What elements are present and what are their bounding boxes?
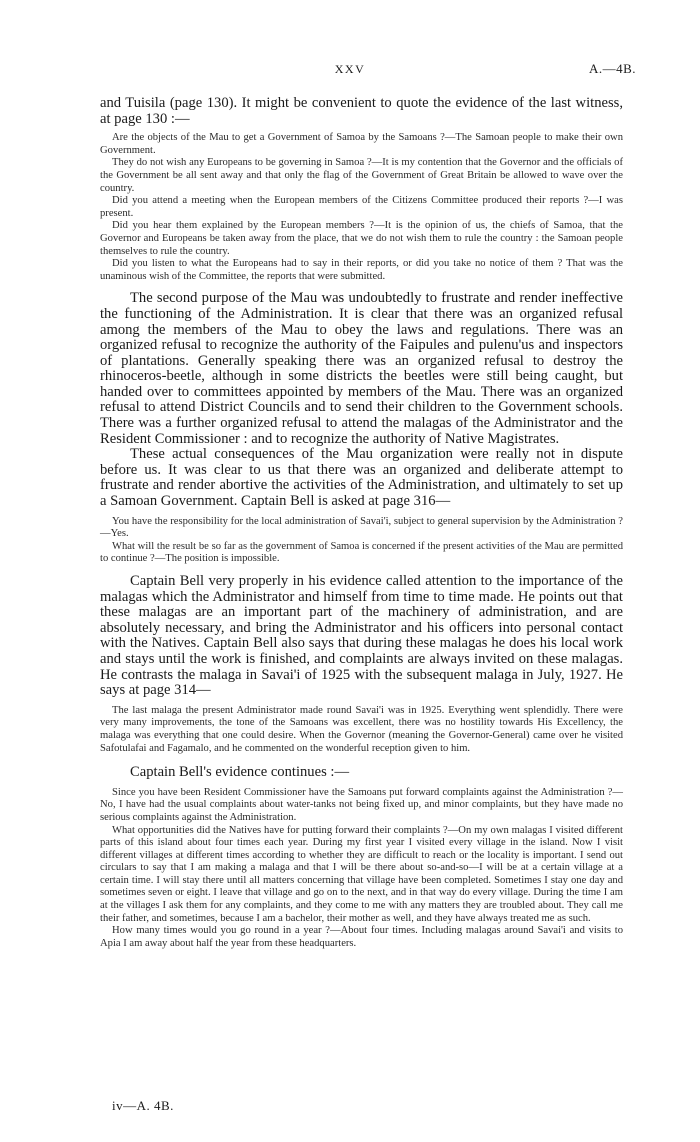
quote-q3: Did you attend a meeting when the European members of the Citizens Committee produced their reports ?—I was present. (100, 195, 623, 219)
paragraph-intro: and Tuisila (page 130). It might be convenient to quote the evidence of the last witness, at page 130 :— (100, 95, 623, 127)
paragraph-consequences: These actual consequences of the Mau organization were really not in dispute before us. It was clear to us that there was an organized and deliberate attempt to frustrate and render abortive the activities of the Administration, and ultimately to set up a Samoan Government. Captain Bell is asked at page 316— (100, 446, 623, 510)
paragraph-evidence-continues: Captain Bell's evidence continues :— (130, 764, 350, 781)
body-text (100, 96, 623, 950)
signature-mark: iv—A. 4B. (112, 1098, 174, 1113)
quote-malaga-1925: The last malaga the present Administrator made round Savai'i was in 1925. Everything went splendidly. There were very many improvements, the tone of the Samoans was excellent, there was no hostility towards His Excellency, the malaga was everything that one could desire. When the Governor (meaning the Governor-General) came over he visited Safotulafai and Fagamalo, and he commented on the wonderful reception given to him. (100, 704, 623, 754)
quote-q1: Are the objects of the Mau to get a Government of Samoa by the Samoans ?—The Samoan people to make their own Government. (100, 132, 623, 156)
page-number: XXV (334, 62, 366, 76)
quote-how-many: How many times would you go round in a year ?—About four times. Including malagas around Savai'i and visits to Apia I am away about half the year from these headquarters. (100, 925, 623, 949)
quote-q5: Did you listen to what the Europeans had to say in their reports, or did you take no notice of them ? That was the unaminous wish of the Committee, the reports that were submitted. (100, 258, 623, 282)
paragraph-malagas: Captain Bell very properly in his evidence called attention to the importance of the malagas which the Administrator and himself from time to time made. He points out that these malagas are an important part of the machinery of administration, and are absolutely necessary, and bring the Administrator and his officers into personal contact with the Natives. Captain Bell also says that during these malagas he does his local work and stays until the work is finished, and complaints are always invited on these malagas. He contrasts the malaga in Savai'i of 1925 with the subsequent malaga in July, 1927. He says at page 314— (100, 573, 623, 699)
quote-opportunities: What opportunities did the Natives have for putting forward their complaints ?—On my own malagas I visited different parts of this island about four times each year. During my first year I visited every village in the island. Now I visit different villages at different times according to whether they are difficult to reach or the locality is important. I send out circulars to say that I am making a malaga and that I will be there about so-and-so—I will be at a certain village at a certain time. I will stay there until all matters concerning that village have been completed. Sometimes I stay one day and sometimes seven or eight. I leave that village and go on to the next, and in that way do every village. During the time I am at the villages I ask them for any complaints, and they come to me with any matters they are troubled about. They call me their father, and sometimes, because I am a bachelor, their mother as well, and they have always treated me as such. (100, 824, 623, 924)
quote-bell-2: What will the result be so far as the government of Samoa is concerned if the present activities of the Mau are permitted to continue ?—The position is impossible. (100, 540, 623, 565)
quote-q4: Did you hear them explained by the European members ?—It is the opinion of us, the chiefs of Samoa, that the Governor and Europeans be taken away from the place, that we do not wish them to rule the country : the Samoan people themselves to rule the country. (100, 220, 623, 257)
quote-complaints: Since you have been Resident Commissioner have the Samoans put forward complaints against the Administration ?—No, I have had the usual complaints about water-tanks not being fixed up, and minor complaints, but they have made no serious complaints against the Administration. (100, 786, 623, 823)
paragraph-second-purpose: The second purpose of the Mau was undoubtedly to frustrate and render ineffective the functioning of the Administration. It is clear that there was an organized refusal among the members of the Mau to obey the laws and regulations. There was an organized refusal to recognize the authority of the Faipules and pulenu'us and inspectors of plantations. Generally speaking there was an organized refusal to destroy the rhinoceros-beetle, although in some districts the beetles were still being caught, but handed over to committees appointed by members of the Mau. There was an organized refusal to attend District Councils and to send their children to the Government schools. There was a further organized refusal to attend the malagas of the Administrator and the Resident Commissioner : and to recognize the authority of Native Magistrates. (100, 290, 623, 447)
document-code: A.—4B. (588, 61, 636, 76)
quote-q2: They do not wish any Europeans to be governing in Samoa ?—It is my contention that the Governor and the officials of the Government be all sent away and that only the flag of the Government of Great Britain be allowed to wave over the country. (100, 157, 623, 194)
quote-bell-1: You have the responsibility for the local administration of Savai'i, subject to general supervision by the Administration ?—Yes. (100, 515, 623, 540)
